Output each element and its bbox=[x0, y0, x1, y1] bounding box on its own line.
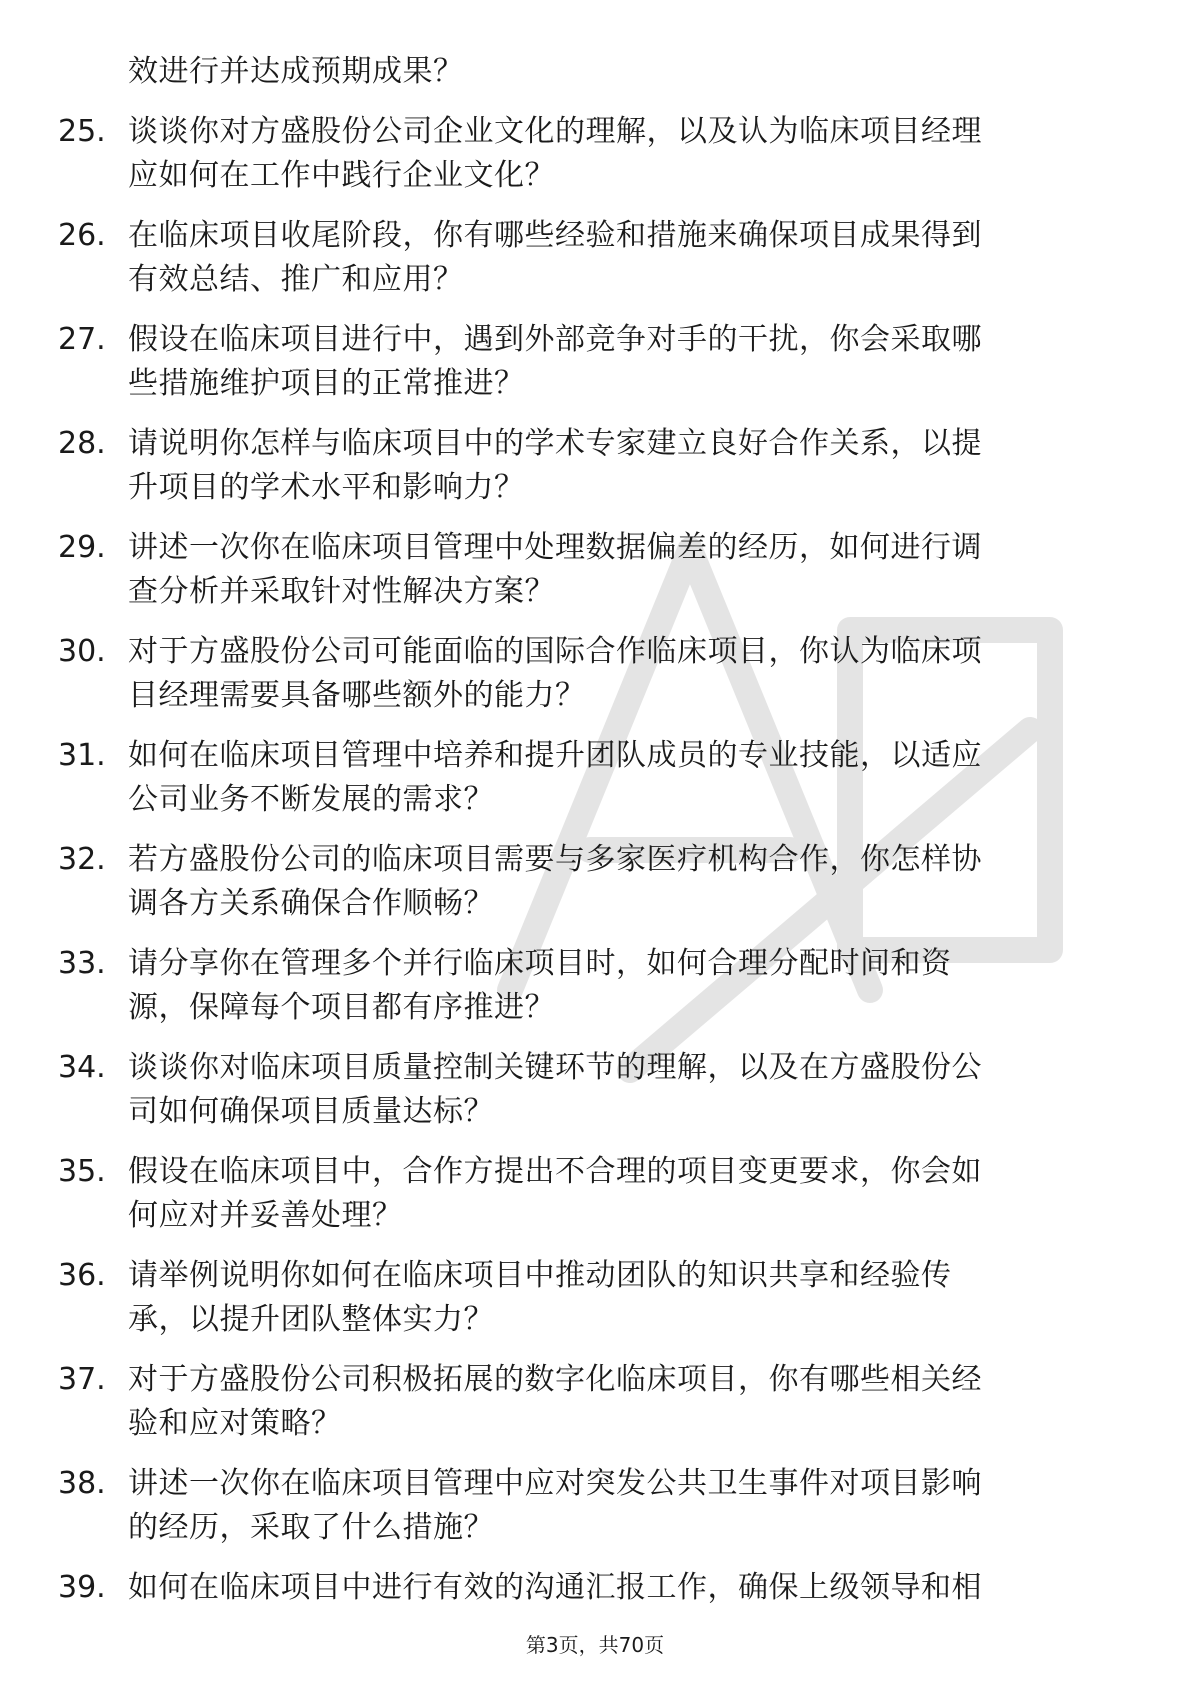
question-item bbox=[0, 108, 1190, 212]
question-item bbox=[0, 940, 1190, 1044]
question-text-line: 司如何确保项目质量达标？ bbox=[128, 1094, 494, 1129]
question-text-line: 对于方盛股份公司可能面临的国际合作临床项目，你认为临床项 bbox=[128, 634, 982, 669]
question-text-line: 对于方盛股份公司积极拓展的数字化临床项目，你有哪些相关经 bbox=[128, 1362, 982, 1397]
question-text-line: 有效总结、推广和应用？ bbox=[128, 262, 464, 297]
question-number: 25. bbox=[58, 114, 106, 149]
question-number: 37. bbox=[58, 1362, 106, 1397]
question-number: 39. bbox=[58, 1570, 106, 1605]
question-number: 31. bbox=[58, 738, 106, 773]
continued-question-text: 效进行并达成预期成果？ bbox=[128, 54, 464, 89]
question-text-line: 源，保障每个项目都有序推进？ bbox=[128, 990, 555, 1025]
question-text-line: 如何在临床项目管理中培养和提升团队成员的专业技能，以适应 bbox=[128, 738, 982, 773]
question-text-line: 公司业务不断发展的需求？ bbox=[128, 782, 494, 817]
question-item bbox=[0, 212, 1190, 316]
question-item bbox=[0, 1252, 1190, 1356]
question-item bbox=[0, 524, 1190, 628]
question-text-line: 如何在临床项目中进行有效的沟通汇报工作，确保上级领导和相 bbox=[128, 1570, 982, 1605]
question-text-line: 目经理需要具备哪些额外的能力？ bbox=[128, 678, 586, 713]
question-number: 33. bbox=[58, 946, 106, 981]
question-number: 38. bbox=[58, 1466, 106, 1501]
question-text-line: 请说明你怎样与临床项目中的学术专家建立良好合作关系，以提 bbox=[128, 426, 982, 461]
page-number-footer: 第3页，共70页 bbox=[525, 1633, 665, 1657]
question-text-line: 验和应对策略？ bbox=[128, 1406, 342, 1441]
question-text-line: 在临床项目收尾阶段，你有哪些经验和措施来确保项目成果得到 bbox=[128, 218, 982, 253]
question-item bbox=[0, 420, 1190, 524]
question-item bbox=[0, 836, 1190, 940]
question-list bbox=[0, 108, 1190, 1668]
question-text-line: 谈谈你对方盛股份公司企业文化的理解，以及认为临床项目经理 bbox=[128, 114, 982, 149]
question-number: 32. bbox=[58, 842, 106, 877]
question-item bbox=[0, 1044, 1190, 1148]
question-text-line: 承，以提升团队整体实力？ bbox=[128, 1302, 494, 1337]
question-number: 28. bbox=[58, 426, 106, 461]
question-number: 27. bbox=[58, 322, 106, 357]
question-number: 29. bbox=[58, 530, 106, 565]
question-item bbox=[0, 1148, 1190, 1252]
question-item bbox=[0, 316, 1190, 420]
question-number: 26. bbox=[58, 218, 106, 253]
question-text-line: 升项目的学术水平和影响力？ bbox=[128, 470, 525, 505]
question-item bbox=[0, 732, 1190, 836]
question-text-line: 谈谈你对临床项目质量控制关键环节的理解，以及在方盛股份公 bbox=[128, 1050, 982, 1085]
question-item bbox=[0, 1460, 1190, 1564]
question-text-line: 些措施维护项目的正常推进？ bbox=[128, 366, 525, 401]
question-text-line: 何应对并妥善处理？ bbox=[128, 1198, 403, 1233]
question-item bbox=[0, 1356, 1190, 1460]
question-text-line: 讲述一次你在临床项目管理中处理数据偏差的经历，如何进行调 bbox=[128, 530, 982, 565]
question-item bbox=[0, 628, 1190, 732]
question-text-line: 调各方关系确保合作顺畅？ bbox=[128, 886, 494, 921]
question-text-line: 讲述一次你在临床项目管理中应对突发公共卫生事件对项目影响 bbox=[128, 1466, 982, 1501]
question-text-line: 应如何在工作中践行企业文化？ bbox=[128, 158, 555, 193]
question-number: 30. bbox=[58, 634, 106, 669]
question-text-line: 请举例说明你如何在临床项目中推动团队的知识共享和经验传 bbox=[128, 1258, 952, 1293]
question-text-line: 假设在临床项目进行中，遇到外部竞争对手的干扰，你会采取哪 bbox=[128, 322, 982, 357]
question-text-line: 请分享你在管理多个并行临床项目时，如何合理分配时间和资 bbox=[128, 946, 952, 981]
question-number: 36. bbox=[58, 1258, 106, 1293]
question-text-line: 的经历，采取了什么措施？ bbox=[128, 1510, 494, 1545]
question-number: 35. bbox=[58, 1154, 106, 1189]
question-text-line: 查分析并采取针对性解决方案？ bbox=[128, 574, 555, 609]
question-text-line: 若方盛股份公司的临床项目需要与多家医疗机构合作，你怎样协 bbox=[128, 842, 982, 877]
question-number: 34. bbox=[58, 1050, 106, 1085]
question-text-line: 假设在临床项目中，合作方提出不合理的项目变更要求，你会如 bbox=[128, 1154, 982, 1189]
